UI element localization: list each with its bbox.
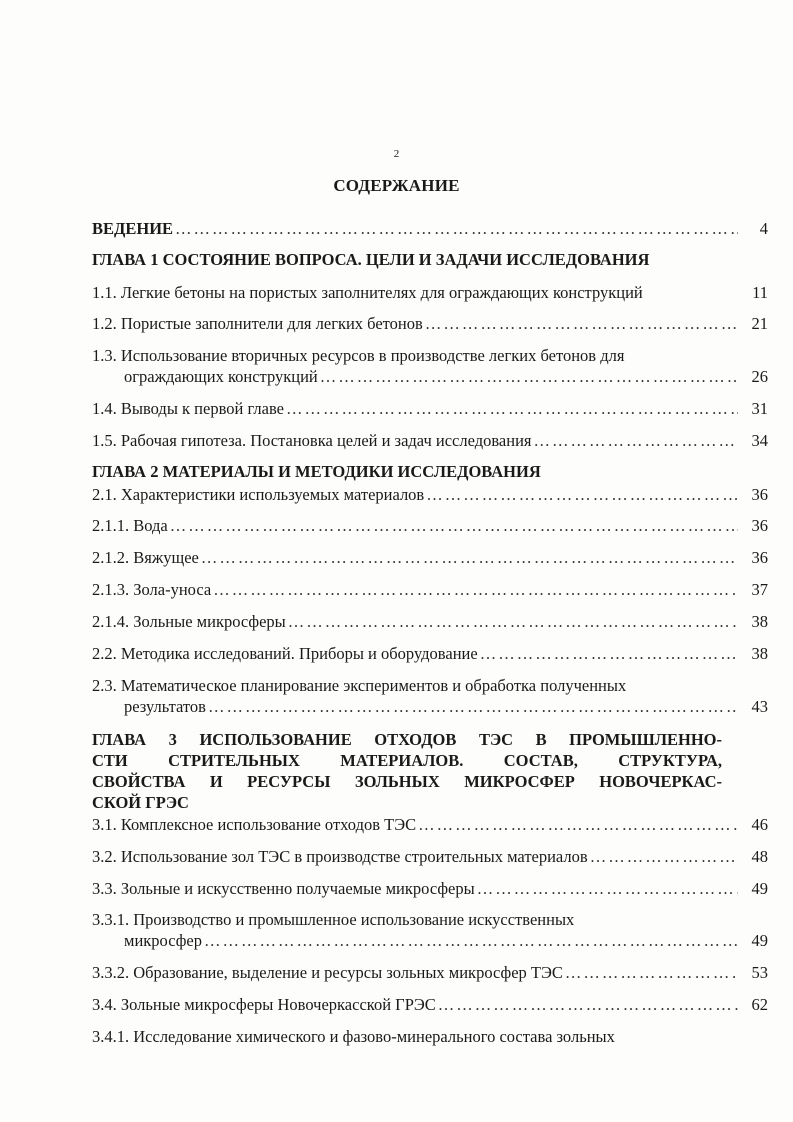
toc-entry-label: 2.3. Математическое планирование экспериментов и обработка полученных — [92, 676, 627, 695]
chapter-3-line-1: ГЛАВА 3 ИСПОЛЬЗОВАНИЕ ОТХОДОВ ТЭС В ПРОМЫШЛЕННО- — [92, 730, 722, 749]
toc-entry[interactable] — [92, 579, 768, 600]
toc-entry-page: 48 — [751, 847, 768, 866]
toc-entry-label: 3.2. Использование зол ТЭС в производстве строительных материалов — [92, 847, 588, 866]
leader-dots — [288, 611, 738, 632]
toc-entry[interactable] — [92, 515, 768, 536]
toc-entry-label: 2.1.2. Вяжущее — [92, 548, 199, 567]
toc-entry-label: 1.4. Выводы к первой главе — [92, 399, 284, 418]
toc-entry-page: 4 — [759, 219, 768, 238]
toc-entry-page: 36 — [751, 485, 768, 504]
page-number: 2 — [393, 148, 400, 160]
toc-entry-label: 3.4. Зольные микросферы Новочеркасской ГРЭС — [92, 995, 436, 1014]
toc-entry-label: 2.1. Характеристики используемых материалов — [92, 485, 425, 504]
toc-entry-label: 1.2. Пористые заполнители для легких бетонов — [92, 314, 423, 333]
leader-dots — [204, 930, 738, 951]
toc-entry-page: 53 — [751, 963, 768, 982]
leader-dots — [201, 547, 738, 568]
toc-entry-label: 3.1. Комплексное использование отходов ТЭС — [92, 815, 417, 834]
toc-entry-page: 36 — [751, 516, 768, 535]
toc-entry[interactable] — [92, 846, 768, 867]
leader-dots — [170, 515, 738, 536]
toc-entry[interactable] — [92, 675, 768, 717]
toc-entry-page: 49 — [751, 931, 768, 950]
toc-entry-label: 2.1.1. Вода — [92, 516, 168, 535]
leader-dots — [565, 962, 738, 983]
toc-entry-page: 38 — [751, 644, 768, 663]
toc-entry[interactable] — [92, 345, 768, 387]
leader-dots — [590, 846, 738, 867]
chapter-3-line-2: СТИ СТРИТЕЛЬНЫХ МАТЕРИАЛОВ. СОСТАВ, СТРУКТУРА, — [92, 751, 722, 770]
toc-entry-label: 1.3. Использование вторичных ресурсов в производстве легких бетонов для — [92, 346, 625, 365]
leader-dots — [208, 696, 738, 717]
leader-dots — [418, 814, 738, 835]
toc-entry[interactable] — [92, 430, 768, 451]
toc-entry-page: 37 — [751, 580, 768, 599]
toc-entry[interactable] — [92, 547, 768, 568]
toc-entry-page: 21 — [751, 314, 768, 333]
leader-dots — [426, 484, 738, 505]
toc-entry-page: 46 — [751, 815, 768, 834]
toc-entry-page: 31 — [751, 399, 768, 418]
leader-dots — [534, 430, 739, 451]
toc-entry[interactable] — [92, 282, 768, 303]
chapter-3-heading[interactable] — [92, 729, 722, 813]
toc-entry-label: 3.3. Зольные и искусственно получаемые микросферы — [92, 879, 475, 898]
leader-dots — [286, 398, 738, 419]
toc-entry-intro[interactable] — [92, 218, 768, 239]
toc-entry-page: 43 — [751, 697, 768, 716]
chapter-3-line-4: СКОЙ ГРЭС — [92, 793, 189, 812]
toc-entry[interactable] — [92, 909, 768, 951]
leader-dots — [425, 313, 738, 334]
toc-entry-label: 3.3.2. Образование, выделение и ресурсы зольных микросфер ТЭС — [92, 963, 563, 982]
leader-dots — [320, 366, 738, 387]
toc-entry-label: 2.1.4. Зольные микросферы — [92, 612, 286, 631]
toc-entry-label: 3.4.1. Исследование химического и фазово-минерального состава зольных — [92, 1027, 615, 1046]
toc-entry[interactable] — [92, 878, 768, 899]
toc-entry-label: 2.1.3. Зола-уноса — [92, 580, 212, 599]
toc-entry-label: ВЕДЕНИЕ — [92, 219, 174, 238]
toc-entry[interactable] — [92, 643, 768, 664]
toc-entry-label: 1.5. Рабочая гипотеза. Постановка целей и задач исследования — [92, 431, 532, 450]
toc-entry[interactable] — [92, 814, 768, 835]
chapter-1-heading[interactable]: ГЛАВА 1 СОСТОЯНИЕ ВОПРОСА. ЦЕЛИ И ЗАДАЧИ ИССЛЕДОВАНИЯ — [92, 250, 650, 269]
toc-entry-label-continued: микросфер — [124, 931, 202, 950]
toc-entry-label-continued: ограждающих конструкций — [124, 367, 318, 386]
toc-entry-label: 1.1. Легкие бетоны на пористых заполнителях для ограждающих конструкций — [92, 283, 643, 302]
leader-dots — [480, 643, 738, 664]
toc-entry-page: 62 — [751, 995, 768, 1014]
leader-dots — [477, 878, 738, 899]
chapter-3-line-3: СВОЙСТВА И РЕСУРСЫ ЗОЛЬНЫХ МИКРОСФЕР НОВОЧЕРКАС- — [92, 772, 722, 791]
toc-entry-page: 34 — [751, 431, 768, 450]
toc-entry-page: 11 — [752, 283, 768, 302]
leader-dots — [175, 218, 738, 239]
toc-entry[interactable] — [92, 962, 768, 983]
toc-entry[interactable] — [92, 611, 768, 632]
page-title: СОДЕРЖАНИЕ — [333, 176, 460, 195]
toc-entry[interactable] — [92, 398, 768, 419]
toc-entry-page: 49 — [751, 879, 768, 898]
chapter-2-heading[interactable]: ГЛАВА 2 МАТЕРИАЛЫ И МЕТОДИКИ ИССЛЕДОВАНИЯ — [92, 462, 541, 481]
toc-entry[interactable] — [92, 1026, 768, 1047]
toc-entry[interactable] — [92, 313, 768, 334]
leader-dots — [438, 994, 738, 1015]
toc-entry[interactable] — [92, 484, 768, 505]
toc-entry-page: 26 — [751, 367, 768, 386]
leader-dots — [213, 579, 738, 600]
toc-entry-label: 3.3.1. Производство и промышленное использование искусственных — [92, 910, 575, 929]
toc-entry[interactable] — [92, 994, 768, 1015]
toc-entry-label: 2.2. Методика исследований. Приборы и оборудование — [92, 644, 478, 663]
toc-entry-page: 36 — [751, 548, 768, 567]
toc-entry-label-continued: результатов — [124, 697, 206, 716]
toc-entry-page: 38 — [751, 612, 768, 631]
